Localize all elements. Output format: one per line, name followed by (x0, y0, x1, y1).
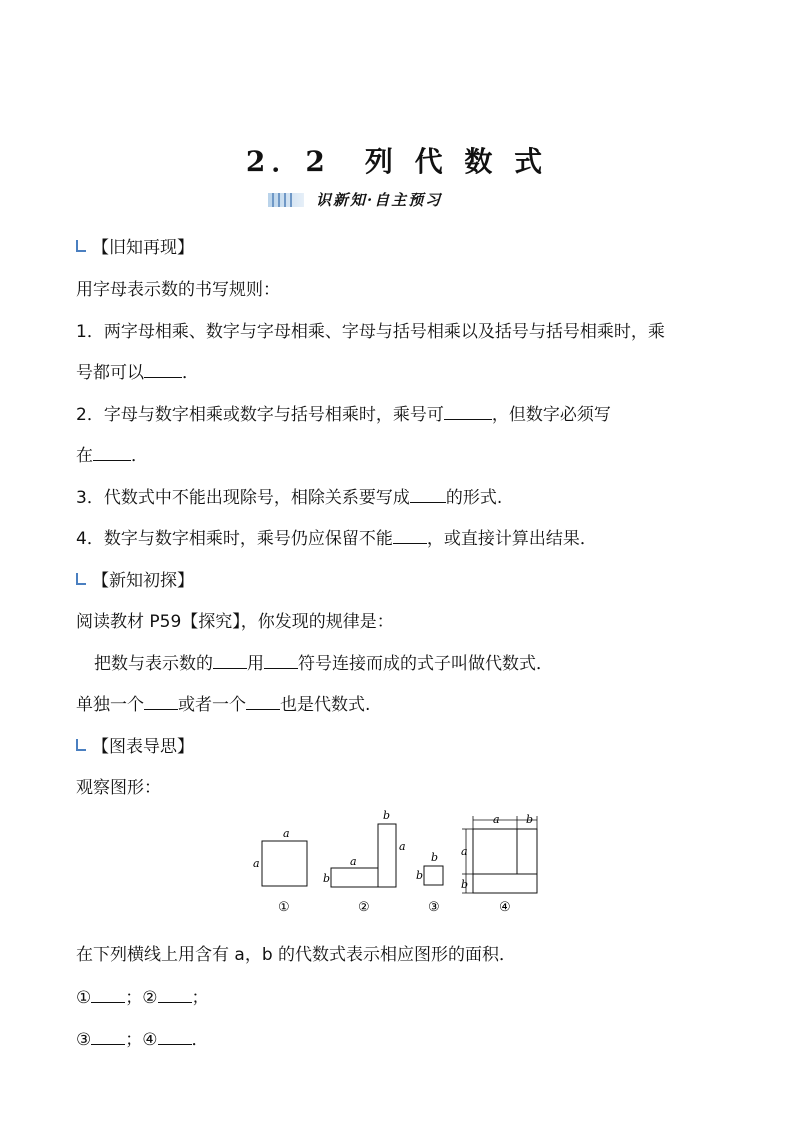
figure-2-a-right: a (399, 840, 406, 853)
figure-2-vertical-rect (378, 824, 396, 887)
banner-decoration (268, 193, 304, 207)
rule-1-line-2: 号都可以 ． (76, 363, 199, 383)
rule-1-line-1: 1．两字母相乘、数字与字母相乘、字母与括号相乘以及括号与括号相乘时，乘 (76, 322, 665, 342)
figure-4-b-left: b (461, 878, 469, 891)
figure-2-b-top: b (383, 809, 391, 822)
intro-text: 用字母表示数的书写规则： (76, 280, 280, 300)
figure-3-square (424, 866, 443, 885)
figure-1-number: ① (278, 900, 290, 915)
figure-4-number: ④ (499, 900, 511, 915)
figure-3-top-label: b (431, 851, 439, 864)
figure-1-square (262, 841, 307, 886)
rule-3: 3．代数式中不能出现除号，相除关系要写成 的形式. (76, 488, 503, 508)
rule-2-line-1: 2．字母与数字相乘或数字与括号相乘时，乘号可 ，但数字必须写 (76, 405, 611, 425)
read-instruction: 阅读教材 P59【探究】，你发现的规律是： (76, 612, 394, 632)
figure-4-a-top: a (493, 813, 500, 826)
figure-2-number: ② (358, 900, 370, 915)
page-title: 2．2 列 代 数 式 (245, 145, 549, 178)
figure-4-b-top: b (526, 813, 534, 826)
banner-text: 识新知·自主预习 (316, 191, 443, 209)
answer-row-2: ③ ；④ ． (76, 1030, 209, 1050)
section-marker-icon (76, 739, 86, 751)
section-heading-chart: 【图表导思】 (76, 732, 194, 757)
figure-2-b-left: b (323, 872, 331, 885)
section-heading-old: 【旧知再现】 (76, 233, 194, 258)
section-marker-icon (76, 240, 86, 252)
answer-row-1: ① ；② ； (76, 988, 209, 1008)
section-banner (264, 188, 494, 212)
figure-4-a-left: a (461, 845, 468, 858)
figure-2-a-horizontal: a (350, 855, 357, 868)
figure-2-horizontal-rect (331, 868, 378, 887)
single-term-note: 单独一个 或者一个 也是代数式. (76, 695, 371, 715)
observe-prompt: 观察图形： (76, 778, 161, 798)
figure-1-top-label: a (283, 827, 290, 840)
figure-1-side-label: a (253, 857, 260, 870)
task-instruction: 在下列横线上用含有 a，b 的代数式表示相应图形的面积． (76, 945, 517, 965)
area-figures (245, 808, 550, 918)
figure-4-square (473, 829, 537, 893)
figure-3-side-label: b (416, 869, 424, 882)
section-heading-new: 【新知初探】 (76, 566, 194, 591)
definition: 把数与表示数的 用 符号连接而成的式子叫做代数式． (94, 654, 553, 674)
section-marker-icon (76, 573, 86, 585)
rule-2-line-2: 在 ． (76, 446, 148, 466)
figure-3-number: ③ (428, 900, 440, 915)
rule-4: 4．数字与数字相乘时，乘号仍应保留不能 ，或直接计算出结果． (76, 529, 597, 549)
